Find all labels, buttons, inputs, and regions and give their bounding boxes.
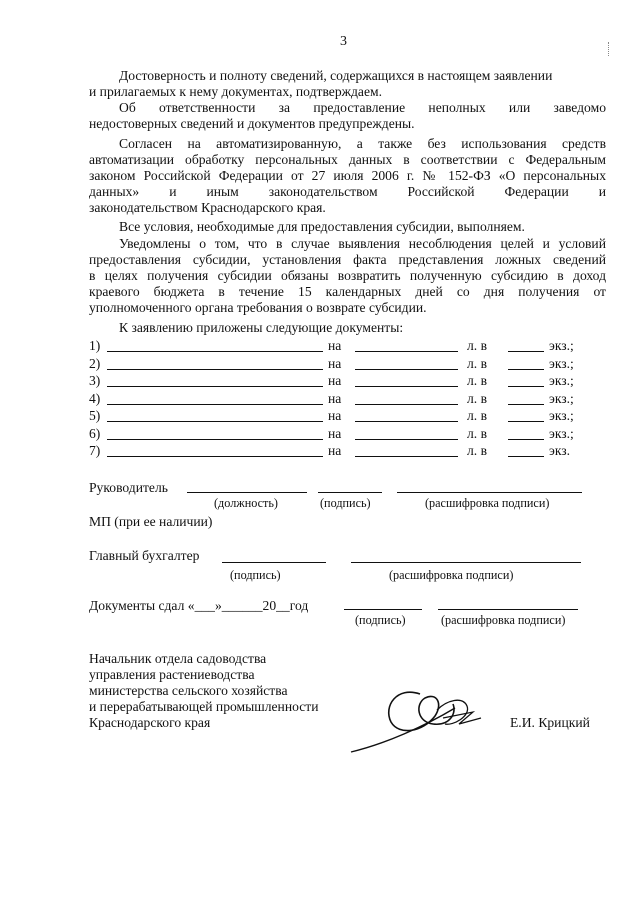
submitted-label: Документы сдал «___»______20__год (89, 598, 309, 613)
text-line: Уведомлены о том, что в случае выявления несоблюдения целей и условий (119, 236, 606, 251)
accountant-label: Главный бухгалтер (89, 548, 200, 563)
accountant-caption-signature: (подпись) (230, 568, 281, 582)
copies-count-line[interactable] (508, 404, 544, 405)
row-copies-label: экз.; (549, 373, 574, 388)
document-name-line[interactable] (107, 369, 323, 370)
stamp-label: МП (при ее наличии) (89, 514, 213, 529)
caption-signature: (подпись) (320, 496, 371, 510)
text-line: краевого бюджета в течение 15 календарных дней со дня получения от (89, 284, 606, 299)
copies-count-line[interactable] (508, 456, 544, 457)
accountant-caption-transcript: (расшифровка подписи) (389, 568, 514, 582)
text-line: Об ответственности за предоставление неполных или заведомо (119, 100, 606, 115)
page-number: 3 (340, 34, 347, 49)
row-number: 5) (89, 408, 101, 423)
row-copies-label: экз.; (549, 356, 574, 371)
copies-count-line[interactable] (508, 386, 544, 387)
paragraph-conditions: Все условия, необходимые для предоставления субсидии, выполняем. (119, 219, 525, 234)
row-pages-label: л. в (467, 338, 487, 353)
position-field-line[interactable] (187, 492, 307, 493)
row-na-label: на (328, 338, 342, 353)
row-na-label: на (328, 356, 342, 371)
transcript-field-line[interactable] (397, 492, 582, 493)
text-line: автоматизации обработку персональных данных в соответствии с Федеральным (89, 152, 606, 167)
text-line: Достоверность и полноту сведений, содержащихся в настоящем заявлении (119, 68, 553, 83)
accountant-signature-line[interactable] (222, 562, 326, 563)
pages-count-line[interactable] (355, 386, 458, 387)
submitted-caption-transcript: (расшифровка подписи) (441, 613, 566, 627)
document-name-line[interactable] (107, 404, 323, 405)
document-name-line[interactable] (107, 456, 323, 457)
text-line: Согласен на автоматизированную, а также без использования средств (119, 136, 606, 151)
official-title-line: министерства сельского хозяйства (89, 683, 288, 698)
official-title-line: управления растениеводства (89, 667, 255, 682)
row-number: 3) (89, 373, 101, 388)
row-copies-label: экз.; (549, 391, 574, 406)
row-pages-label: л. в (467, 391, 487, 406)
row-number: 6) (89, 426, 101, 441)
row-copies-label: экз. (549, 443, 571, 458)
text-line: законом Российской Федерации от 27 июля 2006 г. № 152-ФЗ «О персональных (89, 168, 606, 183)
row-pages-label: л. в (467, 408, 487, 423)
pages-count-line[interactable] (355, 369, 458, 370)
accountant-transcript-line[interactable] (351, 562, 581, 563)
pages-count-line[interactable] (355, 351, 458, 352)
caption-position: (должность) (214, 496, 278, 510)
attachments-heading: К заявлению приложены следующие документы: (119, 320, 404, 335)
row-number: 4) (89, 391, 101, 406)
copies-count-line[interactable] (508, 351, 544, 352)
document-name-line[interactable] (107, 351, 323, 352)
row-pages-label: л. в (467, 373, 487, 388)
row-copies-label: экз.; (549, 408, 574, 423)
row-number: 2) (89, 356, 101, 371)
submitted-signature-line[interactable] (344, 609, 422, 610)
text-line: и прилагаемых к нему документах, подтверждаем. (89, 84, 382, 99)
text-line: предоставления субсидии, установления факта представления ложных сведений (89, 252, 606, 267)
row-number: 7) (89, 443, 101, 458)
row-pages-label: л. в (467, 426, 487, 441)
pages-count-line[interactable] (355, 439, 458, 440)
text-line: недостоверных сведений и документов предупреждены. (89, 116, 415, 131)
caption-transcript: (расшифровка подписи) (425, 496, 550, 510)
row-pages-label: л. в (467, 443, 487, 458)
copies-count-line[interactable] (508, 369, 544, 370)
submitted-caption-signature: (подпись) (355, 613, 406, 627)
document-name-line[interactable] (107, 421, 323, 422)
row-pages-label: л. в (467, 356, 487, 371)
submitted-transcript-line[interactable] (438, 609, 578, 610)
pages-count-line[interactable] (355, 421, 458, 422)
text-line: данных» и иным законодательством Российской Федерации и (89, 184, 606, 199)
copies-count-line[interactable] (508, 421, 544, 422)
official-title-line: Начальник отдела садоводства (89, 651, 267, 666)
row-na-label: на (328, 373, 342, 388)
text-line: законодательством Краснодарского края. (89, 200, 326, 215)
row-number: 1) (89, 338, 101, 353)
handwritten-signature (345, 678, 505, 758)
scan-artifact (608, 42, 613, 56)
row-na-label: на (328, 408, 342, 423)
pages-count-line[interactable] (355, 456, 458, 457)
text-line: уполномоченного органа требования о возврате субсидии. (89, 300, 427, 315)
row-copies-label: экз.; (549, 426, 574, 441)
row-na-label: на (328, 426, 342, 441)
row-copies-label: экз.; (549, 338, 574, 353)
row-na-label: на (328, 391, 342, 406)
document-name-line[interactable] (107, 386, 323, 387)
official-title-line: Краснодарского края (89, 715, 211, 730)
row-na-label: на (328, 443, 342, 458)
pages-count-line[interactable] (355, 404, 458, 405)
official-title-line: и перерабатывающей промышленности (89, 699, 319, 714)
text-line: в целях получения субсидии обязаны возвратить полученную субсидию в доход (89, 268, 606, 283)
signature-field-line[interactable] (318, 492, 382, 493)
document-name-line[interactable] (107, 439, 323, 440)
head-label: Руководитель (89, 480, 168, 495)
official-name: Е.И. Крицкий (510, 715, 590, 730)
copies-count-line[interactable] (508, 439, 544, 440)
